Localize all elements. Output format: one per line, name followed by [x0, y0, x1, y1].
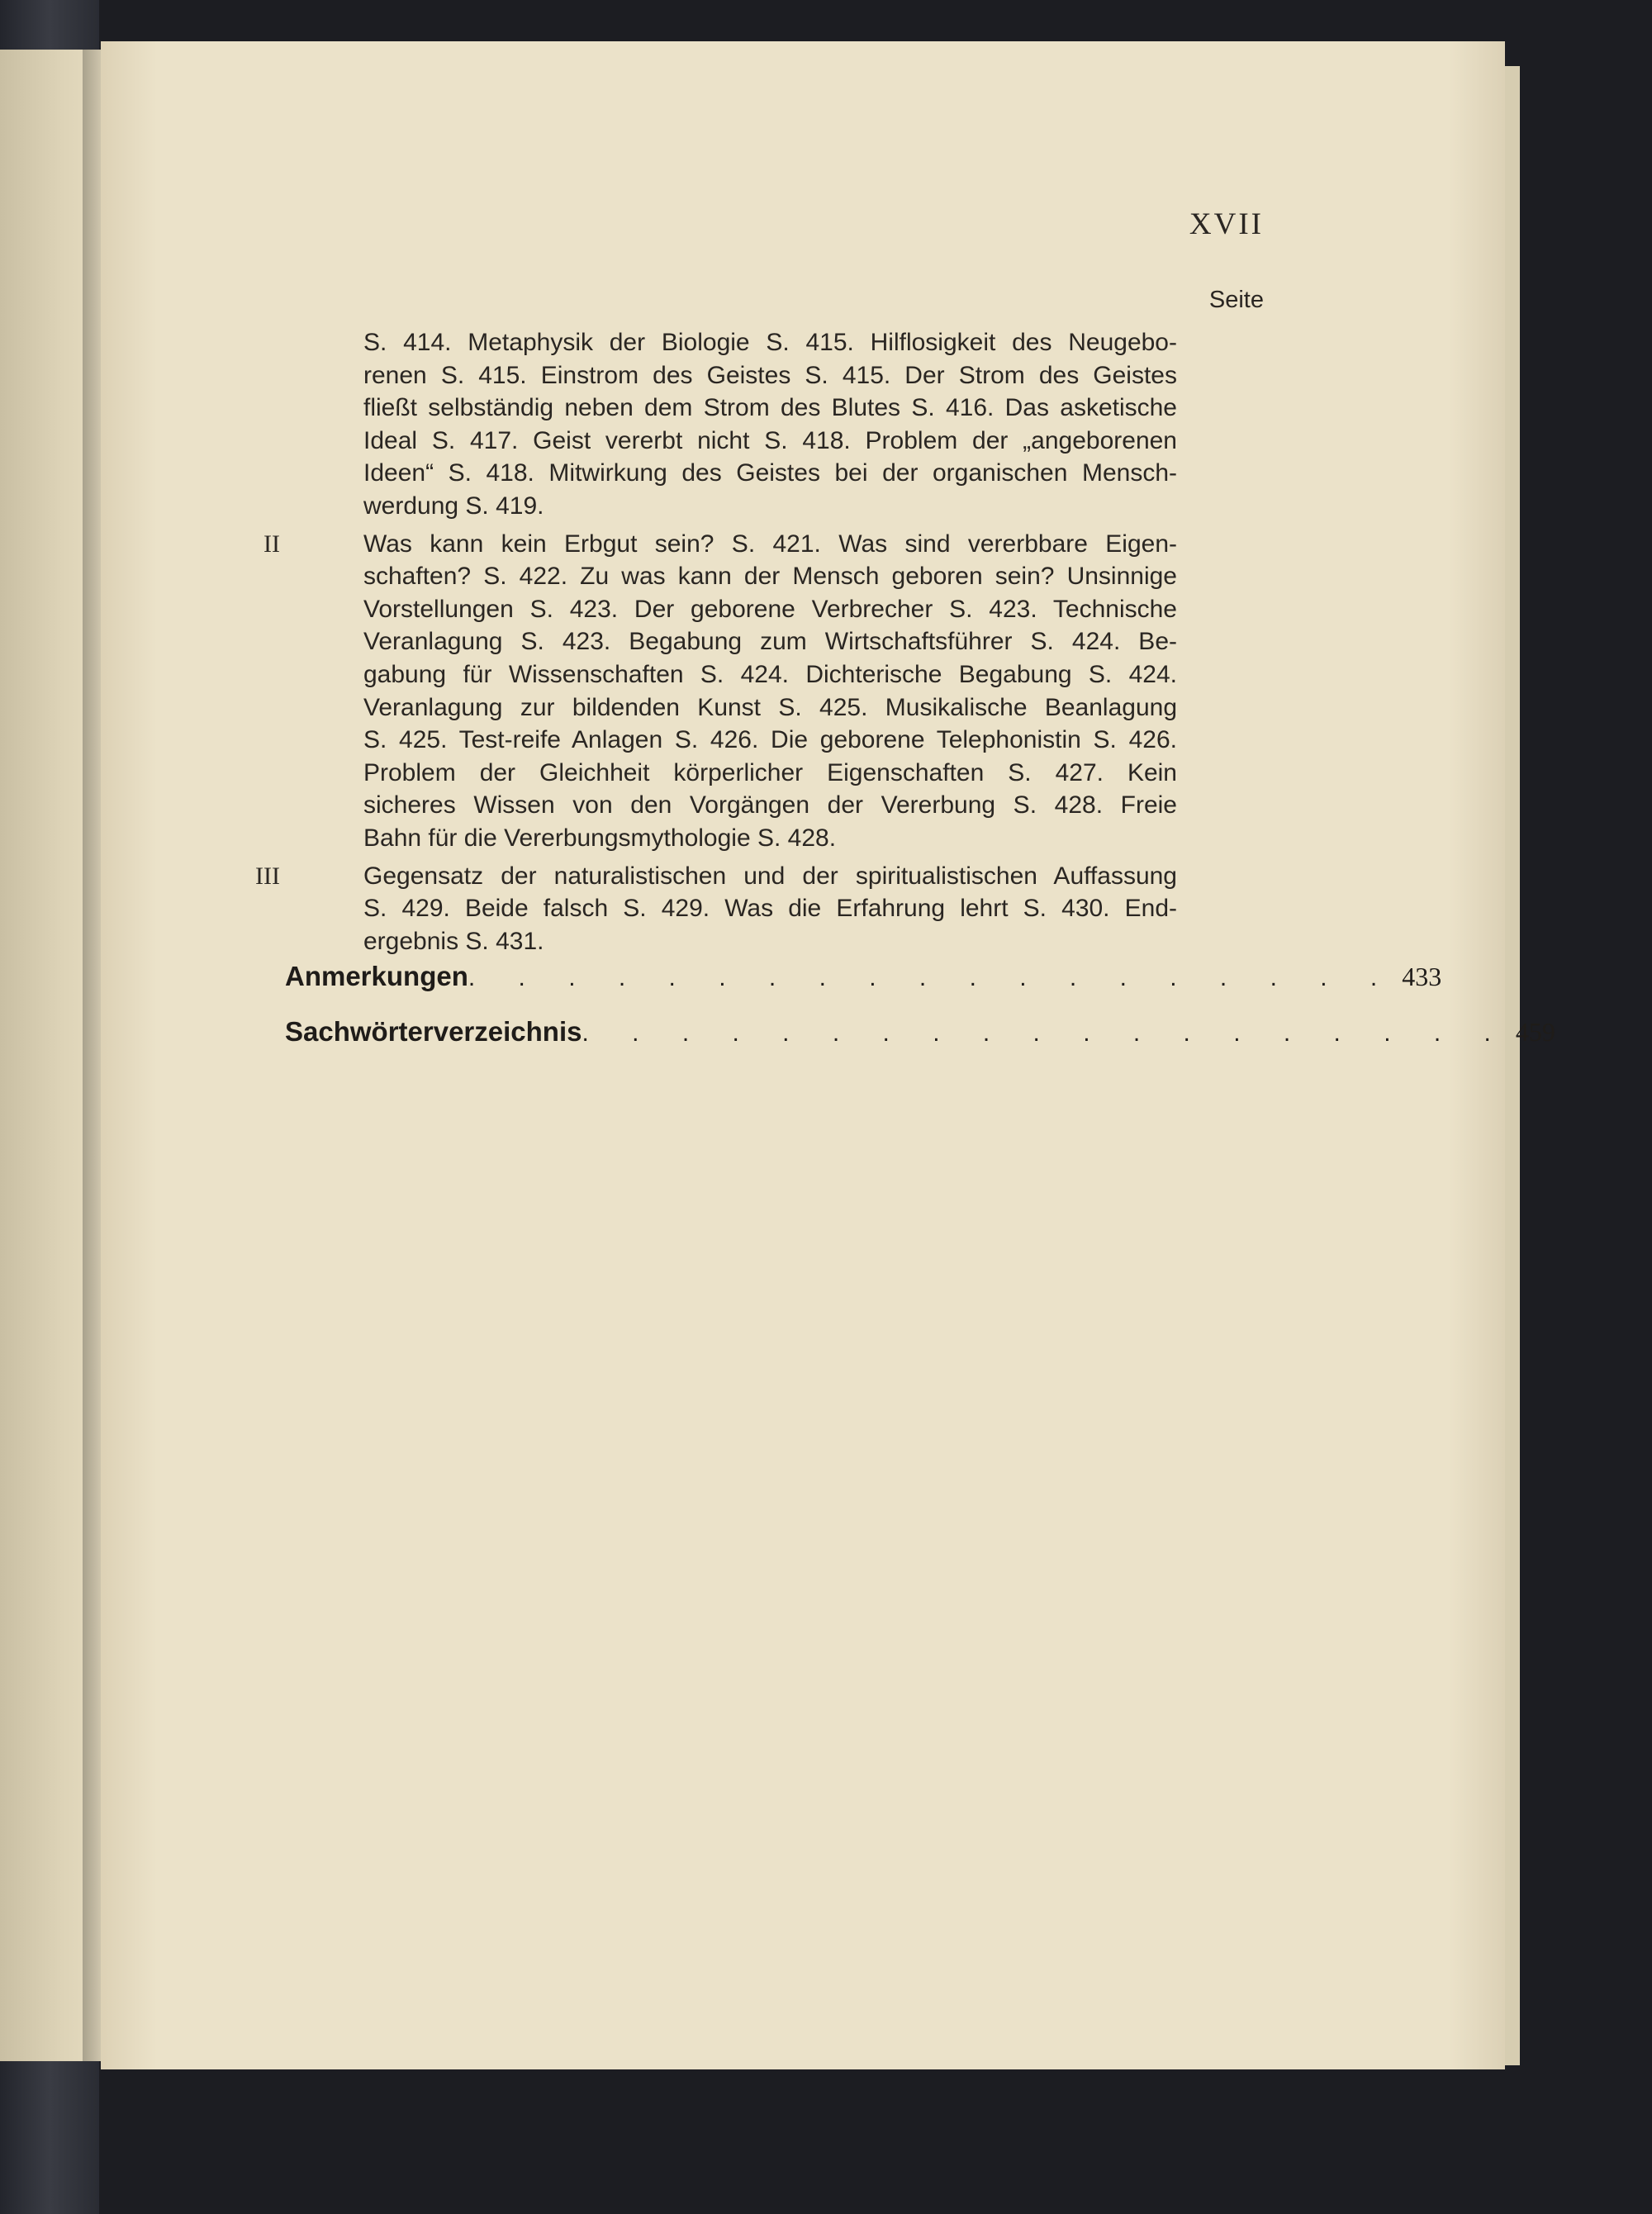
text-line: Vorstellungen S. 423. Der geborene Verbrecher S. 423. Technische: [363, 595, 1177, 623]
toc-row-anmerkungen[interactable]: [285, 961, 1442, 997]
text-line: Ideal S. 417. Geist vererbt nicht S. 418. Problem der „angeborenen: [363, 426, 1177, 454]
text-line: Was kann kein Erbgut sein? S. 421. Was sind vererbbare Eigen-: [363, 530, 1177, 558]
text-line: S. 414. Metaphysik der Biologie S. 415. Hilflosigkeit des Neugebo-: [363, 329, 1177, 356]
toc-title: Sachwörterverzeichnis: [285, 1016, 582, 1047]
text-line: fließt selbständig neben dem Strom des Blutes S. 416. Das asketische: [363, 394, 1177, 422]
page-stack-edge: [1505, 66, 1520, 2065]
summary-entry-continued: [285, 326, 1177, 523]
toc-row-sachwoerterverzeichnis[interactable]: [285, 1016, 1555, 1052]
text-line: Ideen“ S. 418. Mitwirkung des Geistes bei der organischen Mensch-: [363, 459, 1177, 487]
toc-dot-leader: . . . . . . . . . . . . . . . . . . .: [468, 964, 1396, 991]
text-line: Veranlagung S. 423. Begabung zum Wirtschaftsführer S. 424. Be-: [363, 628, 1177, 656]
section-text: [363, 528, 1177, 855]
text-line: ergebnis S. 431.: [363, 927, 544, 955]
page-column-label: Seite: [1208, 287, 1264, 313]
text-line: werdung S. 419.: [363, 492, 544, 520]
text-line: renen S. 415. Einstrom des Geistes S. 415. Der Strom des Geistes: [363, 361, 1177, 389]
section-text: [363, 860, 1177, 958]
chapter-summary: [255, 326, 1177, 962]
text-line: Problem der Gleichheit körperlicher Eigenschaften S. 427. Kein: [363, 758, 1177, 786]
toc-page-number: 433: [1402, 962, 1442, 991]
toc-page-number: 459: [1515, 1017, 1555, 1047]
text-line: S. 425. Test-reife Anlagen S. 426. Die geborene Telephonistin S. 426.: [363, 726, 1177, 754]
text-line: schaften? S. 422. Zu was kann der Mensch geboren sein? Unsinnige: [363, 563, 1177, 591]
text-line: Gegensatz der naturalistischen und der spiritualistischen Auffassung: [363, 862, 1177, 890]
page-number: XVII: [1189, 207, 1264, 241]
text-line: Bahn für die Vererbungsmythologie S. 428.: [363, 824, 837, 852]
summary-entry-ii: [263, 528, 1177, 855]
toc-dot-leader: . . . . . . . . . . . . . . . . . . .: [582, 1019, 1509, 1047]
text-line: Veranlagung zur bildenden Kunst S. 425. Musikalische Beanlagung: [363, 693, 1177, 721]
section-text: [363, 326, 1177, 523]
text-line: sicheres Wissen von den Vorgängen der Vererbung S. 428. Freie: [363, 791, 1177, 820]
toc-title: Anmerkungen: [285, 961, 468, 991]
text-line: gabung für Wissenschaften S. 424. Dichterische Begabung S. 424.: [363, 660, 1177, 688]
section-numeral: II: [263, 530, 280, 558]
text-line: S. 429. Beide falsch S. 429. Was die Erfahrung lehrt S. 430. End-: [363, 895, 1177, 923]
summary-entry-iii: [255, 860, 1177, 958]
section-numeral: III: [255, 862, 280, 890]
